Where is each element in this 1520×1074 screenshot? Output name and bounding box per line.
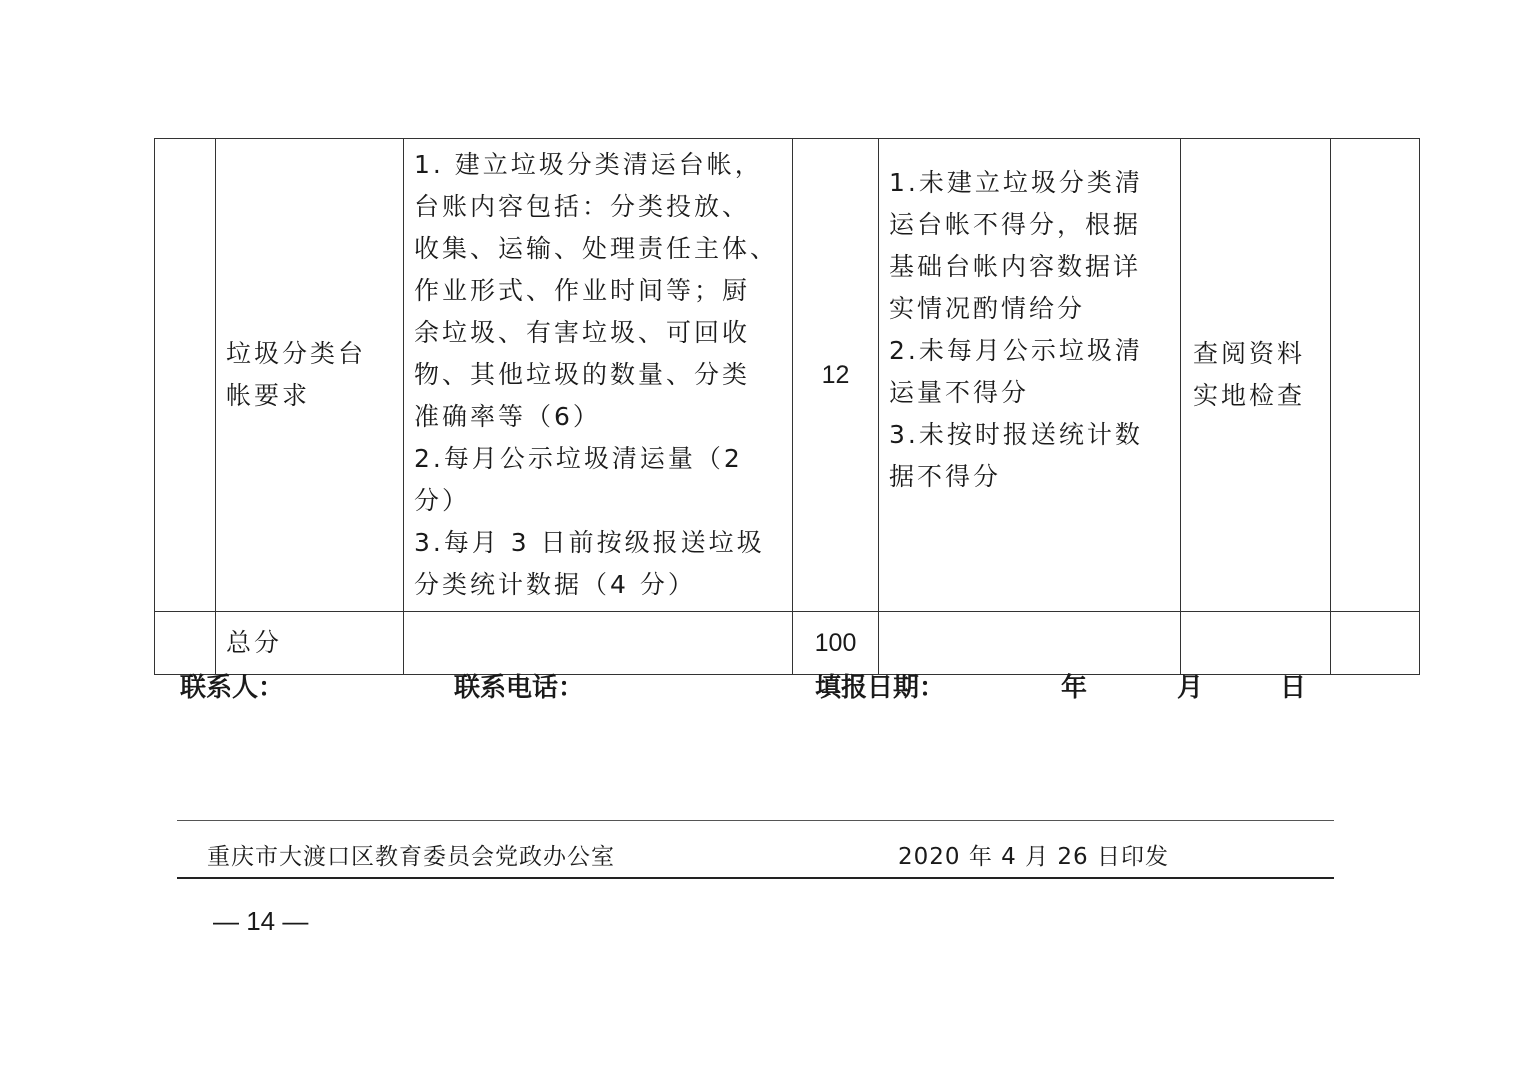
content-line: 准确率等（6） bbox=[414, 402, 601, 431]
content-line: 3.每月 3 日前按级报送垃圾 bbox=[414, 528, 765, 557]
blank-cell bbox=[404, 612, 793, 675]
day-label: 日 bbox=[1280, 673, 1307, 703]
method-line: 实情况酌情给分 bbox=[889, 294, 1086, 323]
content-line: 分类统计数据（4 分） bbox=[414, 570, 696, 599]
month-label: 月 bbox=[1177, 673, 1204, 703]
content-line: 收集、运输、处理责任主体、 bbox=[414, 234, 779, 263]
content-cell bbox=[404, 139, 793, 612]
report-date-label: 填报日期： bbox=[815, 673, 946, 703]
item-cell bbox=[216, 139, 404, 612]
method-cell bbox=[879, 139, 1181, 612]
issuing-office: 重庆市大渡口区教育委员会党政办公室 bbox=[207, 844, 615, 870]
content-line: 1. 建立垃圾分类清运台帐， bbox=[414, 150, 763, 179]
blank-cell bbox=[155, 139, 216, 612]
check-line: 实地检查 bbox=[1193, 381, 1306, 410]
table-row bbox=[155, 612, 1420, 675]
page-number: — 14 — bbox=[213, 906, 309, 936]
blank-cell bbox=[1331, 139, 1420, 612]
item-line: 帐要求 bbox=[226, 381, 311, 410]
method-line: 据不得分 bbox=[889, 462, 1002, 491]
item-line: 垃圾分类台 bbox=[226, 339, 367, 368]
total-score-cell: 100 bbox=[793, 612, 879, 675]
method-line: 运台帐不得分，根据 bbox=[889, 210, 1142, 239]
method-line: 2.未每月公示垃圾清 bbox=[889, 336, 1143, 365]
table-row bbox=[155, 139, 1420, 612]
issue-date: 2020 年 4 月 26 日印发 bbox=[898, 844, 1169, 870]
content-line: 台账内容包括：分类投放、 bbox=[414, 192, 751, 221]
blank-cell bbox=[155, 612, 216, 675]
method-line: 基础台帐内容数据详 bbox=[889, 252, 1142, 281]
year-label: 年 bbox=[1061, 673, 1088, 703]
score-table bbox=[154, 138, 1420, 675]
content-line: 分） bbox=[414, 486, 471, 515]
method-line: 运量不得分 bbox=[889, 378, 1030, 407]
method-line: 1.未建立垃圾分类清 bbox=[889, 168, 1143, 197]
contact-phone-label: 联系电话： bbox=[454, 673, 585, 703]
blank-cell bbox=[879, 612, 1181, 675]
blank-cell bbox=[1331, 612, 1420, 675]
content-line: 2.每月公示垃圾清运量（2 bbox=[414, 444, 743, 473]
blank-cell bbox=[1181, 612, 1331, 675]
content-line: 作业形式、作业时间等；厨 bbox=[414, 276, 751, 305]
footer-rule-bottom bbox=[177, 877, 1334, 879]
method-line: 3.未按时报送统计数 bbox=[889, 420, 1143, 449]
total-label-cell: 总分 bbox=[216, 612, 404, 675]
content-line: 物、其他垃圾的数量、分类 bbox=[414, 360, 751, 389]
content-line: 余垃圾、有害垃圾、可回收 bbox=[414, 318, 751, 347]
contact-row bbox=[0, 668, 1520, 708]
method-block bbox=[889, 162, 1172, 498]
score-cell: 12 bbox=[793, 139, 879, 612]
contact-person-label: 联系人： bbox=[180, 673, 285, 703]
footer-rule-top bbox=[177, 820, 1334, 821]
check-line: 查阅资料 bbox=[1193, 339, 1306, 368]
check-cell bbox=[1181, 139, 1331, 612]
